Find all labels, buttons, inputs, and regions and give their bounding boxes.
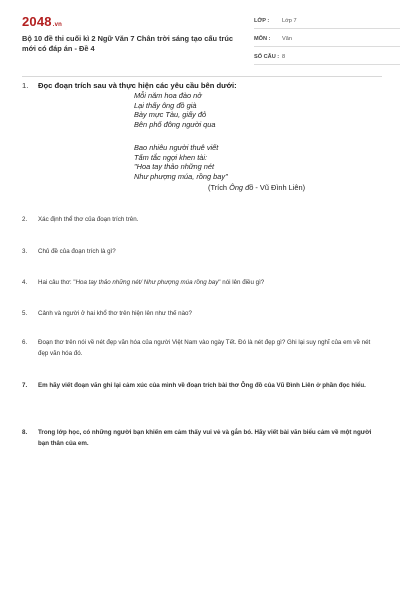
question-number: 2. xyxy=(22,216,28,223)
citation-work: Ông đồ xyxy=(229,183,254,192)
poem-stanza-2 xyxy=(134,143,228,181)
poem-line: "Hoa tay thảo những nét xyxy=(134,162,215,172)
meta-row-count xyxy=(254,50,400,65)
citation-open: (Trích xyxy=(208,183,230,192)
question-number: 8. xyxy=(22,429,28,436)
meta-value: Văn xyxy=(282,36,292,42)
question-text: Xác định thể thơ của đoạn trích trên. xyxy=(38,216,139,223)
poem-line: Tấm tắc ngợi khen tài: xyxy=(134,152,208,162)
question-text: Em hãy viết đoạn văn ghi lại cảm xúc của mình về đoạn trích bài thơ Ông đồ của Vũ Đình Liên ở phần đọc hiểu. xyxy=(38,382,366,389)
meta-box xyxy=(254,14,400,68)
poem-line: Bày mực Tàu, giấy đỏ xyxy=(134,110,207,120)
question-text-post: " nói lên điều gì? xyxy=(218,279,265,286)
question-text xyxy=(38,277,382,288)
meta-row-class xyxy=(254,14,400,29)
poem-citation xyxy=(208,183,305,192)
document-title: Bộ 10 đề thi cuối kì 2 Ngữ Văn 7 Chân trời sáng tạo cấu trúc mới có đáp án - Đề 4 xyxy=(22,34,234,53)
meta-value: 8 xyxy=(282,54,286,60)
question-number: 5. xyxy=(22,310,28,317)
poem-line: Lại thấy ông đồ già xyxy=(134,100,197,110)
question-number: 1. xyxy=(22,81,29,90)
question-number: 4. xyxy=(22,279,28,286)
poem-stanza-1 xyxy=(134,91,215,129)
page-header xyxy=(22,14,382,77)
meta-label: LỚP : xyxy=(254,18,270,24)
poem-line: Bên phố đông người qua xyxy=(134,119,216,129)
question-text: Chủ đề của đoạn trích là gì? xyxy=(38,248,116,255)
question-text: Đọc đoạn trích sau và thực hiện các yêu cầu bên dưới: xyxy=(38,81,237,90)
question-text-pre: Hai câu thơ: " xyxy=(38,279,76,286)
meta-row-subject xyxy=(254,32,400,47)
question-number: 3. xyxy=(22,248,28,255)
question-quote: Hoa tay thảo những nét/ Như phượng múa rồng bay xyxy=(75,279,219,286)
question-text: Trong lớp học, có những người bạn khiến em cảm thấy vui vẻ và gắn bó. Hãy viết bài văn biểu cảm về một người bạn thân của em. xyxy=(38,429,372,447)
meta-value: Lớp 7 xyxy=(282,18,297,24)
question-text: Đoạn thơ trên nói về nét đẹp văn hóa của người Việt Nam vào ngày Tết. Đó là nét đẹp gì? Ghi lại suy nghĩ của em về nét đẹp văn hóa đó. xyxy=(38,339,371,357)
citation-author: - Vũ Đình Liên) xyxy=(253,183,306,192)
logo-suffix: .vn xyxy=(52,22,63,28)
site-logo[interactable] xyxy=(22,14,62,29)
logo-text: 2048 xyxy=(22,14,52,29)
question-number: 6. xyxy=(22,339,28,346)
question-text: Cảnh và người ở hai khổ thơ trên hiện lên như thế nào? xyxy=(38,310,192,317)
poem-line: Như phượng múa, rồng bay" xyxy=(134,171,228,181)
poem-line: Mỗi năm hoa đào nở xyxy=(134,91,202,100)
question-number: 7. xyxy=(22,382,28,389)
poem-line: Bao nhiêu người thuê viết xyxy=(134,143,219,152)
meta-label: MÔN : xyxy=(254,36,271,42)
meta-label: SỐ CÂU : xyxy=(254,54,280,60)
